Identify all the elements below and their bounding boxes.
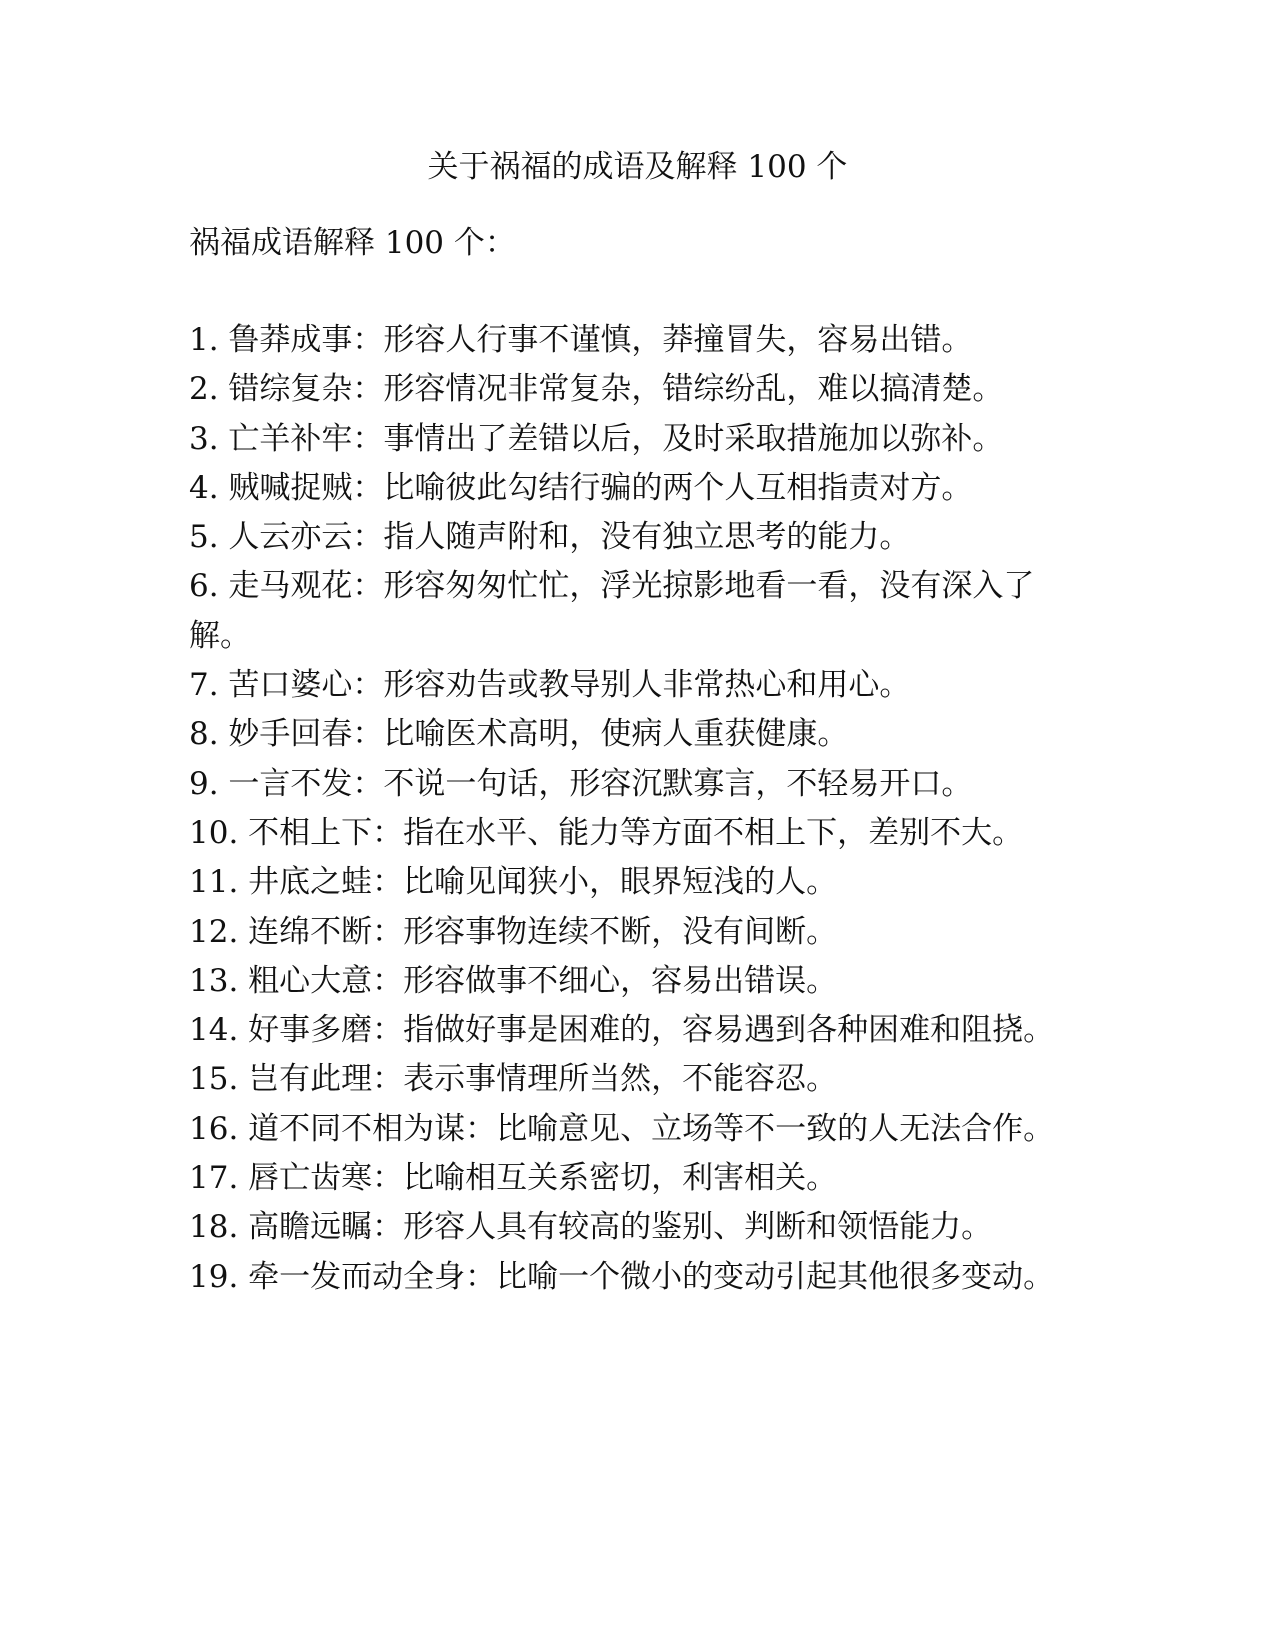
idiom-entry-11: 11. 井底之蛙：比喻见闻狭小，眼界短浅的人。 xyxy=(189,864,838,901)
idiom-entry-14: 14. 好事多磨：指做好事是困难的，容易遇到各种困难和阻挠。 xyxy=(189,1012,1055,1049)
idiom-entry-2: 2. 错综复杂：形容情况非常复杂，错综纷乱，难以搞清楚。 xyxy=(189,371,1004,408)
idiom-list xyxy=(189,316,1089,1302)
idiom-entry-10: 10. 不相上下：指在水平、能力等方面不相上下，差别不大。 xyxy=(189,814,1024,851)
document-title: 关于祸福的成语及解释 100 个 xyxy=(427,149,848,185)
idiom-entry-19: 19. 牵一发而动全身：比喻一个微小的变动引起其他很多变动。 xyxy=(189,1258,1055,1295)
idiom-entry-3: 3. 亡羊补牢：事情出了差错以后，及时采取措施加以弥补。 xyxy=(189,420,1004,457)
idiom-entry-17: 17. 唇亡齿寒：比喻相互关系密切，利害相关。 xyxy=(189,1160,838,1197)
idiom-entry-1: 1. 鲁莽成事：形容人行事不谨慎，莽撞冒失，容易出错。 xyxy=(189,322,973,358)
idiom-entry-13: 13. 粗心大意：形容做事不细心，容易出错误。 xyxy=(189,962,838,999)
idiom-entry-15: 15. 岂有此理：表示事情理所当然，不能容忍。 xyxy=(189,1061,838,1098)
idiom-entry-12: 12. 连绵不断：形容事物连续不断，没有间断。 xyxy=(189,913,838,950)
idiom-entry-9: 9. 一言不发：不说一句话，形容沉默寡言，不轻易开口。 xyxy=(189,765,973,802)
idiom-entry-8: 8. 妙手回春：比喻医术高明，使病人重获健康。 xyxy=(189,716,849,753)
idiom-entry-18: 18. 高瞻远瞩：形容人具有较高的鉴别、判断和领悟能力。 xyxy=(189,1209,993,1246)
idiom-entry-16: 16. 道不同不相为谋：比喻意见、立场等不一致的人无法合作。 xyxy=(189,1110,1055,1147)
idiom-entry-4: 4. 贼喊捉贼：比喻彼此勾结行骗的两个人互相指责对方。 xyxy=(189,469,973,506)
document-subtitle: 祸福成语解释 100 个： xyxy=(189,225,516,261)
idiom-entry-5: 5. 人云亦云：指人随声附和，没有独立思考的能力。 xyxy=(189,519,911,556)
idiom-entry-6: 6. 走马观花：形容匆匆忙忙，浮光掠影地看一看，没有深入了解。 xyxy=(189,568,1035,654)
idiom-entry-7: 7. 苦口婆心：形容劝告或教导别人非常热心和用心。 xyxy=(189,667,911,704)
